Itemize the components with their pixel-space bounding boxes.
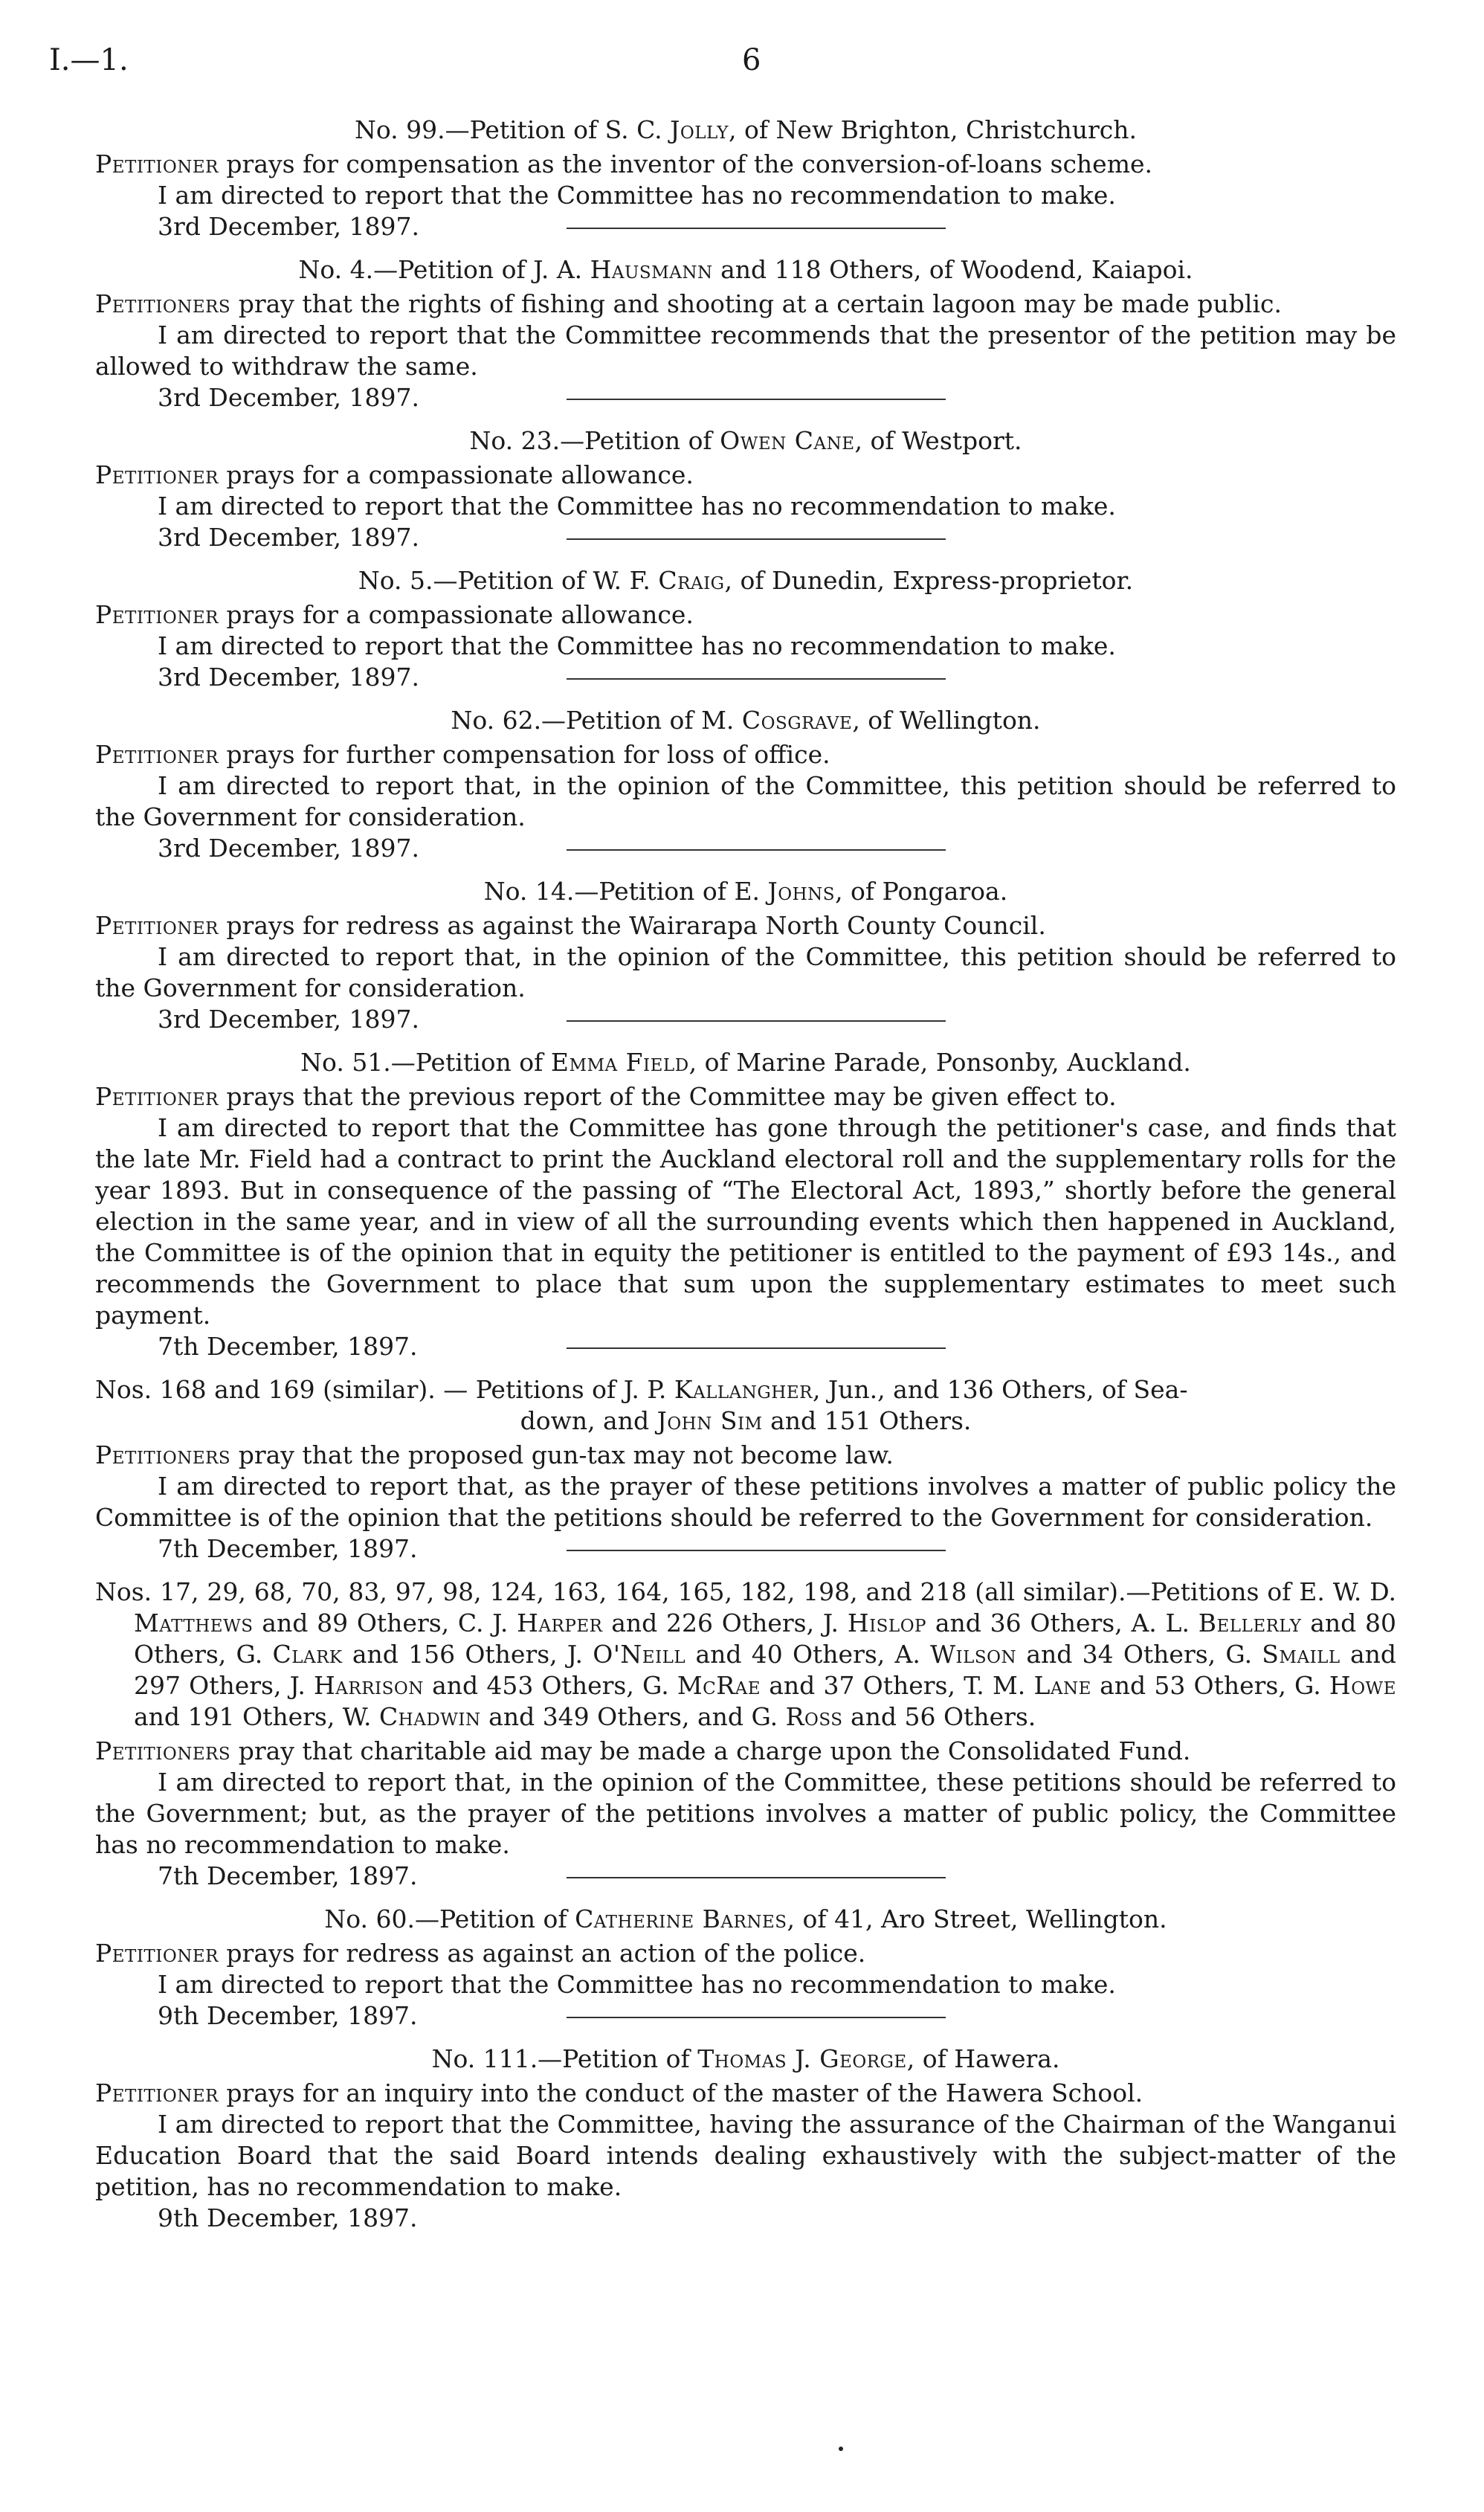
petition-title: Nos. 17, 29, 68, 70, 83, 97, 98, 124, 163, 164, 165, 182, 198, and 218 (all similar).—Petitions of E. W. D. Matthews and 89 Others, C. J. Harper and 226 Others, J. Hislop and 36 Others, A. L. Bellerly and 80 Others, G. Clark and 156 Others, J. O'Neill and 40 Others, A. Wilson and 34 Others, G. Smaill and 297 Others, J. Harrison and 453 Others, G. McRae and 37 Others, T. M. Lane and 53 Others, G. Howe and 191 Others, W. Chadwin and 349 Others, and G. Ross and 56 Others. <box>95 1577 1397 1731</box>
petition-title: No. 60.—Petition of Catherine Barnes, of 41, Aro Street, Wellington. <box>324 1904 1167 1933</box>
petition-prayer: Petitioner prays for a compassionate allowance. <box>95 600 694 629</box>
committee-report: I am directed to report that, as the prayer of these petitions involves a matter of public policy the Committee is of the opinion that the petitions should be referred to the Government for consideration. <box>95 1472 1396 1532</box>
petition-prayer: Petitioner prays for further compensation for loss of office. <box>95 740 830 769</box>
petition-62 <box>95 705 1396 864</box>
petitioner-name: Matthews <box>134 1608 254 1637</box>
petitioner-name: Hislop <box>847 1608 927 1637</box>
petition-99 <box>95 115 1396 242</box>
committee-report: I am directed to report that the Committee has no recommendation to make. <box>158 181 1116 210</box>
petition-111 <box>95 2044 1396 2234</box>
petitioner-count: and 156 Others, J. <box>342 1640 593 1669</box>
petition-168-169 <box>95 1374 1396 1565</box>
section-divider <box>567 678 946 680</box>
petition-title: Nos. 168 and 169 (similar). — Petitions of J. P. Kallangher, Jun., and 136 Others, of Sea- down, and John Sim and 151 Others. <box>95 1375 1188 1435</box>
petitioner-count: and 36 Others, A. L. <box>926 1608 1199 1637</box>
section-divider <box>567 2017 946 2018</box>
petition-51 <box>95 1047 1396 1362</box>
petition-prayer: Petitioner prays for redress as against the Wairarapa North County Council. <box>95 911 1046 940</box>
petition-60 <box>95 1904 1396 2032</box>
report-date: 7th December, 1897. <box>158 1533 1396 1565</box>
petition-prayer: Petitioner prays for compensation as the inventor of the conversion-of-loans scheme. <box>95 149 1153 178</box>
petitioner-count: and 40 Others, A. <box>685 1640 931 1669</box>
report-date: 3rd December, 1897. <box>158 662 1396 693</box>
petitioner-count: and 349 Others, and G. <box>480 1702 786 1731</box>
committee-report: I am directed to report that the Committee, having the assurance of the Chairman of the Wanganui Education Board that the said Board intends dealing exhaustively with the subject-matter of the petition, has no recommendation to make. <box>95 2110 1396 2201</box>
report-date: 3rd December, 1897. <box>158 382 1396 413</box>
petition-title: No. 5.—Petition of W. F. Craig, of Dunedin, Express-proprietor. <box>358 566 1134 595</box>
petitioner-count: and 37 Others, T. M. <box>761 1671 1034 1700</box>
committee-report: I am directed to report that, in the opinion of the Committee, this petition should be referred to the Government for consideration. <box>95 771 1396 831</box>
page-header <box>49 43 1396 86</box>
petitioner-count: and 34 Others, G. <box>1016 1640 1262 1669</box>
section-divider <box>567 1020 946 1022</box>
report-date: 3rd December, 1897. <box>158 833 1396 864</box>
section-divider <box>567 1550 946 1551</box>
committee-report: I am directed to report that the Committee has no recommendation to make. <box>158 492 1116 521</box>
petition-prayer: Petitioners pray that charitable aid may be made a charge upon the Consolidated Fund. <box>95 1736 1191 1765</box>
committee-report: I am directed to report that the Committee has no recommendation to make. <box>158 631 1116 660</box>
document-page <box>49 43 1397 2234</box>
petition-prayer: Petitioner prays for an inquiry into the conduct of the master of the Hawera School. <box>95 2078 1143 2107</box>
petition-title: No. 111.—Petition of Thomas J. George, of Hawera. <box>431 2044 1060 2073</box>
report-date: 9th December, 1897. <box>158 2203 418 2232</box>
report-date: 7th December, 1897. <box>158 1861 1396 1892</box>
petition-prayer: Petitioners pray that the proposed gun-tax may not become law. <box>95 1440 894 1469</box>
petition-title: No. 51.—Petition of Emma Field, of Marine Parade, Ponsonby, Auckland. <box>300 1048 1191 1077</box>
petitioner-name: Wilson <box>930 1640 1017 1669</box>
section-divider <box>567 1347 946 1349</box>
petition-prayer: Petitioners pray that the rights of fishing and shooting at a certain lagoon may be made public. <box>95 289 1282 318</box>
report-date: 9th December, 1897. <box>158 2000 1396 2032</box>
petition-prayer: Petitioner prays for a compassionate allowance. <box>95 460 694 489</box>
section-divider <box>567 399 946 400</box>
committee-report: I am directed to report that the Committee has no recommendation to make. <box>158 1970 1116 1999</box>
petitioner-name: Clark <box>272 1640 343 1669</box>
petition-14 <box>95 876 1396 1035</box>
section-divider <box>567 849 946 851</box>
report-date: 7th December, 1897. <box>158 1331 1396 1362</box>
petitioner-name: Howe <box>1329 1671 1396 1700</box>
section-divider <box>567 538 946 540</box>
petition-5 <box>95 565 1396 693</box>
committee-report: I am directed to report that, in the opinion of the Committee, these petitions should be referred to the Government; but, as the prayer of the petitions involves a matter of public policy, the Committee has no recommendation to make. <box>95 1768 1396 1859</box>
petitioner-count: and 80 Others, G. <box>134 1608 1397 1669</box>
petitioner-name: Bellerly <box>1198 1608 1302 1637</box>
petition-4 <box>95 254 1396 413</box>
petitioner-name: Chadwin <box>378 1702 481 1731</box>
report-date: 3rd December, 1897. <box>158 211 1396 242</box>
section-divider <box>567 1877 946 1878</box>
report-date: 3rd December, 1897. <box>158 1004 1396 1035</box>
petition-prayer: Petitioner prays for redress as against an action of the police. <box>95 1939 866 1968</box>
petitioner-count: and 453 Others, G. <box>423 1671 677 1700</box>
petition-23 <box>95 425 1396 553</box>
petitioner-name: Harper <box>517 1608 603 1637</box>
report-date: 3rd December, 1897. <box>158 522 1396 553</box>
petition-title: No. 4.—Petition of J. A. Hausmann and 118 Others, of Woodend, Kaiapoi. <box>298 255 1193 284</box>
petitioner-count: and 297 Others, J. <box>134 1640 1396 1700</box>
page-number: 6 <box>742 43 761 77</box>
petition-prayer: Petitioner prays that the previous report of the Committee may be given effect to. <box>95 1082 1117 1111</box>
petitioner-name: Harrison <box>314 1671 424 1700</box>
petition-title: No. 14.—Petition of E. Johns, of Pongaroa. <box>483 877 1008 906</box>
petitioner-name: Ross <box>785 1702 843 1731</box>
petitioner-name: O'Neill <box>593 1640 686 1669</box>
petitioner-name: McRae <box>677 1671 761 1700</box>
petition-title: No. 62.—Petition of M. Cosgrave, of Wellington. <box>451 706 1041 735</box>
petitioner-count: and 226 Others, J. <box>602 1608 848 1637</box>
petitioner-name: Lane <box>1033 1671 1091 1700</box>
petition-title: No. 23.—Petition of Owen Cane, of Westport. <box>469 426 1022 455</box>
petitioner-count: and 53 Others, G. <box>1091 1671 1329 1700</box>
page-end-mark <box>839 2447 843 2451</box>
parliamentary-paper-ref: I.—1. <box>49 43 129 77</box>
petition-title: No. 99.—Petition of S. C. Jolly, of New Brighton, Christchurch. <box>354 115 1138 144</box>
committee-report: I am directed to report that the Committee has gone through the petitioner's case, and finds that the late Mr. Field had a contract to print the Auckland electoral roll and the supplementary rolls for the year 1893. But in consequence of the passing of “The Electoral Act, 1893,” shortly before the general election in the same year, and in view of all the surrounding events which then happened in Auckland, the Committee is of the opinion that in equity the petitioner is entitled to the payment of £93 14s., and recommends the Government to place that sum upon the supplementary estimates to meet such payment. <box>95 1113 1396 1330</box>
committee-report: I am directed to report that the Committee recommends that the presentor of the petition may be allowed to withdraw the same. <box>95 321 1396 381</box>
committee-report: I am directed to report that, in the opinion of the Committee, this petition should be referred to the Government for consideration. <box>95 942 1396 1002</box>
petitioner-name: Smaill <box>1262 1640 1341 1669</box>
petitioner-count: and 56 Others. <box>842 1702 1036 1731</box>
petitioner-count: and 89 Others, C. J. <box>253 1608 517 1637</box>
section-divider <box>567 228 946 229</box>
petitioner-count: and 191 Others, W. <box>134 1702 379 1731</box>
petition-17-group <box>95 1577 1396 1892</box>
